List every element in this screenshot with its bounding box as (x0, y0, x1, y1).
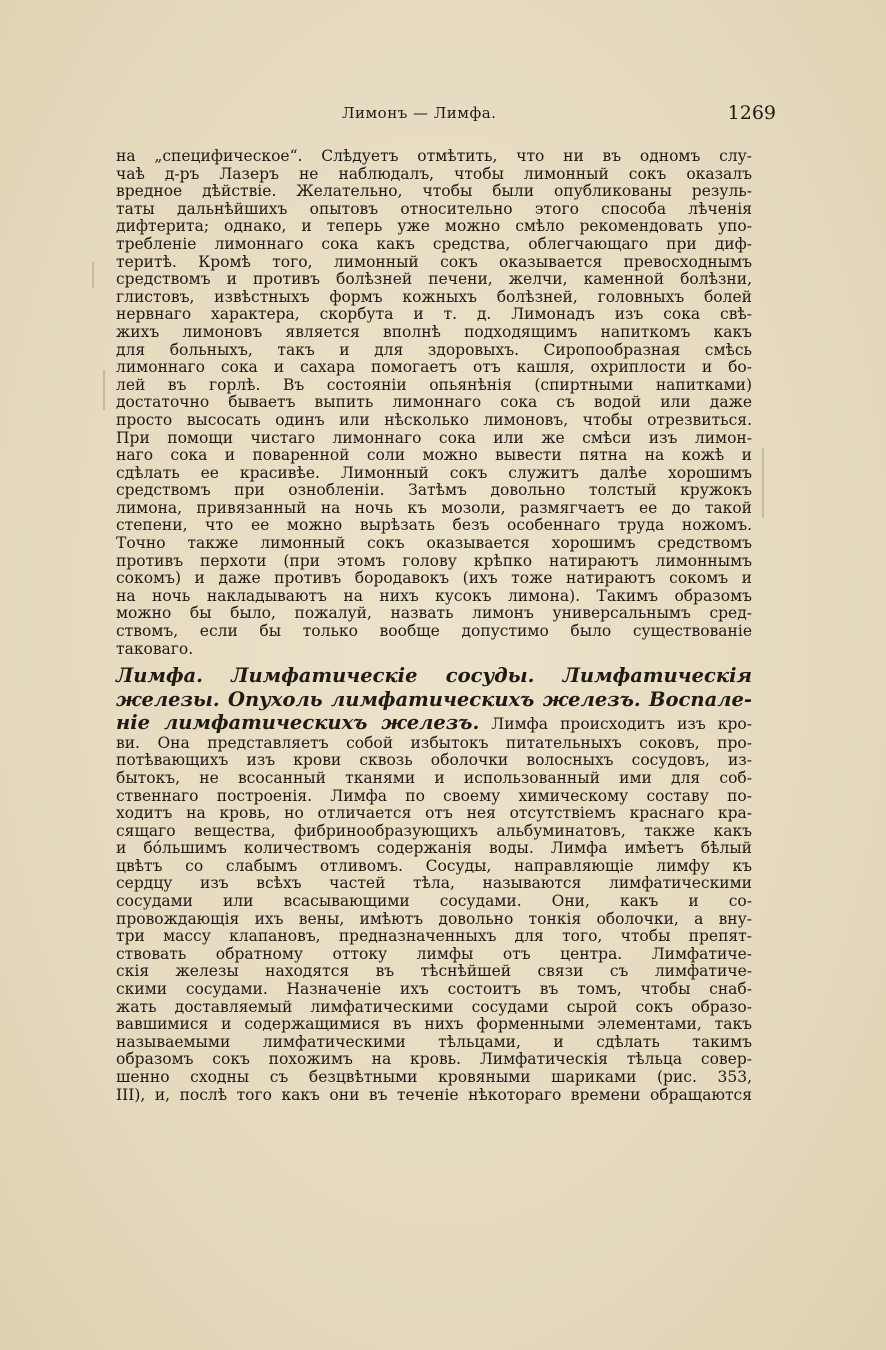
running-head (116, 100, 776, 130)
text-line: шенно сходны съ безцвѣтными кровяными шариками (рис. 353, (116, 1068, 752, 1086)
text-line: сердцу изъ всѣхъ частей тѣла, называются лимфатическими (116, 874, 752, 893)
text-line: называемыми лимфатическими тѣльцами, и сдѣлать такимъ (116, 1032, 752, 1051)
text-line: наго сока и поваренной соли можно вывести пятна на кожѣ и (116, 446, 752, 465)
text-line: вавшимися и содержащимися въ нихъ форменными элементами, такъ (116, 1015, 752, 1034)
text-line: потѣвающихъ изъ крови сквозь оболочки волосныхъ сосудовъ, из- (116, 751, 752, 770)
text-line: образомъ сокъ похожимъ на кровь. Лимфатическія тѣльца совер- (116, 1050, 752, 1069)
section-heading-line: Лимфа. Лимфатическіе сосуды. Лимфатическія (116, 664, 752, 688)
margin-mark (103, 370, 105, 410)
text-line: лимона, привязанный на ночь къ мозоли, размягчаетъ ее до такой (116, 498, 752, 517)
text-line: средствомъ и противъ болѣзней печени, желчи, каменной болѣзни, (116, 270, 752, 289)
text-line: просто высосать одинъ или нѣсколько лимоновъ, чтобы отрезвиться. (116, 410, 752, 429)
text-line: на ночь накладываютъ на нихъ кусокъ лимона). Такимъ образомъ (116, 586, 752, 605)
text-line: сящаго вещества, фибринообразующихъ альбуминатовъ, также какъ (116, 821, 752, 840)
text-line: ходитъ на кровь, но отличается отъ нея отсутствіемъ краснаго кра- (116, 804, 752, 823)
text-line: скія железы находятся въ тѣснѣйшей связи съ лимфатиче- (116, 962, 752, 981)
text-line: противъ перхоти (при этомъ голову крѣпко натираютъ лимоннымъ (116, 551, 752, 570)
margin-mark (762, 448, 764, 518)
text-line: дифтерита; однако, и теперь уже можно смѣло рекомендовать упо- (116, 217, 752, 236)
text-line: теритѣ. Кромѣ того, лимонный сокъ оказывается превосходнымъ (116, 252, 752, 271)
text-line: Точно также лимонный сокъ оказывается хорошимъ средствомъ (116, 534, 752, 553)
text-line: При помощи чистаго лимоннаго сока или же смѣси изъ лимон- (116, 428, 752, 447)
text-line: степени, что ее можно вырѣзать безъ особеннаго труда ножомъ. (116, 516, 752, 535)
running-head-title: Лимонъ — Лимфа. (342, 104, 497, 122)
text-line: чаѣ д-ръ Лазеръ не наблюдалъ, чтобы лимонный сокъ оказалъ (116, 164, 752, 183)
text-line: бытокъ, не всосанный тканями и использованный ими для соб- (116, 768, 752, 787)
text-line: лимоннаго сока и сахара помогаетъ отъ кашля, охриплости и бо- (116, 358, 752, 377)
text-line: сосудами или всасывающими сосудами. Они, какъ и со- (116, 892, 752, 911)
text-line: скими сосудами. Назначеніе ихъ состоитъ въ томъ, чтобы снаб- (116, 980, 752, 999)
text-line: вредное дѣйствіе. Желательно, чтобы были опубликованы резуль- (116, 182, 752, 201)
text-line: Лимфа происходитъ изъ кро- (479, 715, 752, 734)
margin-mark (92, 262, 94, 288)
section-heading-run-in (116, 711, 752, 735)
text-line: ствовать обратному оттоку лимфы отъ центра. Лимфатиче- (116, 944, 752, 963)
text-line: и бо́льшимъ количествомъ содержанія воды. Лимфа имѣетъ бѣлый (116, 839, 752, 858)
text-line: сокомъ) и даже противъ бородавокъ (ихъ тоже натираютъ сокомъ и (116, 569, 752, 588)
text-line: таковаго. (116, 639, 194, 658)
section-heading (116, 664, 752, 735)
text-line: средствомъ при ознобленіи. Затѣмъ довольно толстый кружокъ (116, 481, 752, 500)
text-line: ви. Она представляетъ собой избытокъ питательныхъ соковъ, про- (116, 733, 752, 752)
text-line: ственнаго построенія. Лимфа по своему химическому составу по- (116, 786, 752, 805)
body-text (116, 148, 752, 1104)
text-line: можно бы было, пожалуй, назвать лимонъ универсальнымъ сред- (116, 604, 752, 623)
text-line: сдѣлать ее красивѣе. Лимонный сокъ служитъ далѣе хорошимъ (116, 463, 752, 482)
text-line: цвѣтъ со слабымъ отливомъ. Сосуды, направляющіе лимфу къ (116, 856, 752, 875)
page-number: 1269 (727, 102, 776, 124)
text-line: жихъ лимоновъ является вполнѣ подходящимъ напиткомъ какъ (116, 322, 752, 341)
text-line: требленіе лимоннаго сока какъ средства, облегчающаго при диф- (116, 234, 752, 253)
text-line: жать доставляемый лимфатическими сосудами сырой сокъ образо- (116, 997, 752, 1016)
paragraph-lymph (116, 735, 752, 1104)
text-line: глистовъ, извѣстныхъ формъ кожныхъ болѣзней, головныхъ болей (116, 287, 752, 306)
section-heading-line: железы. Опухоль лимфатическихъ железъ. Воспале- (116, 687, 752, 711)
text-line: три массу клапановъ, предназначенныхъ для того, чтобы препят- (116, 927, 752, 946)
text-line: провождающія ихъ вены, имѣютъ довольно тонкія оболочки, а вну- (116, 909, 752, 928)
paragraph-lemon (116, 148, 752, 658)
text-line: III), и, послѣ того какъ они въ теченіе нѣкотораго времени обращаются (116, 1085, 752, 1104)
text-line: для больныхъ, такъ и для здоровыхъ. Сиропообразная смѣсь (116, 340, 752, 359)
text-line: на „специфическое“. Слѣдуетъ отмѣтить, что ни въ одномъ слу- (116, 147, 752, 165)
text-line: достаточно бываетъ выпить лимоннаго сока съ водой или даже (116, 393, 752, 412)
text-line: ствомъ, если бы только вообще допустимо было существованіе (116, 622, 752, 641)
text-line: нервнаго характера, скорбута и т. д. Лимонадъ изъ сока свѣ- (116, 305, 752, 324)
text-line: таты дальнѣйшихъ опытовъ относительно этого способа лѣченія (116, 199, 752, 218)
text-line: лей въ горлѣ. Въ состояніи опьянѣнія (спиртными напитками) (116, 375, 752, 394)
section-heading-line: ніе лимфатическихъ железъ. (116, 711, 480, 735)
